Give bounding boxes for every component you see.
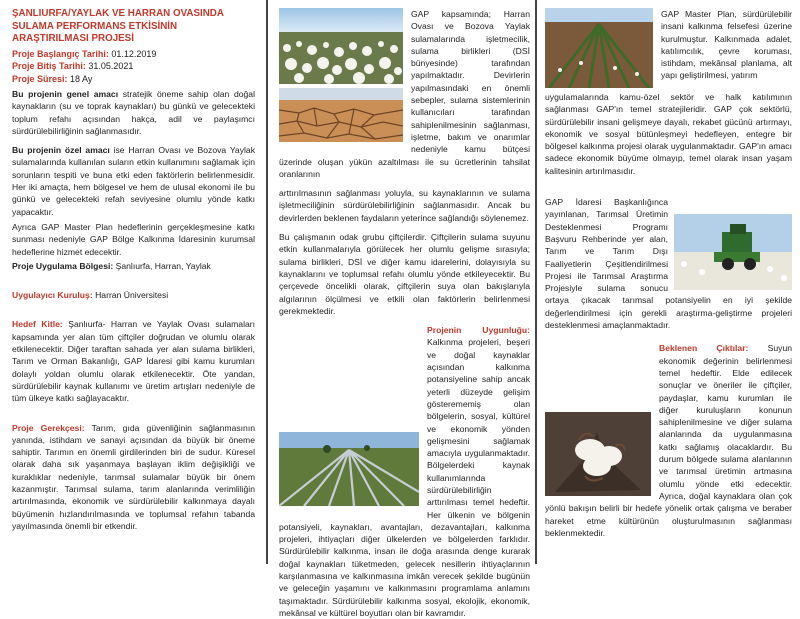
gap-master-plan-intro: GAP Master Plan, sürdürülebilir insani kalkınma felsefesi üzerine kurulmuştur. Kalkınmada adalet, katılımcılık, çevre koruması, istihdam, mekânsal planlama, alt yapı geliştirilmesi, yatırım bbox=[661, 9, 792, 81]
expected-outputs: Beklenen Çıktılar: Suyun ekonomik değerinin belirlenmesi temel hedeftir. Elde edilecek sonuçlar ve öneriler ile çiftçiler, paydaşlar, kamu kurumları ile diğer kuruluşların konunun sahiplenilmesine ve diğer sulama alanlarında da uygulanmasına katkı sağlamış olacaklardır. Bu durum bölgede sulama alanlarının ve tarımsal üretimin artmasına olumlu yönde etki edecektir. Ayrıca, doğal kaynaklara olan çok yönlü bakışın belirli bir hedefe yönelik ortak çalışma ve beraber hareket etme kültürünün oluşturulmasının sağlanması beklenmektedir. bbox=[545, 343, 792, 538]
cotton-rows-photo bbox=[545, 8, 653, 88]
support-program: GAP İdaresi Başkanlığınca yayınlanan, Tarımsal Üretimin Desteklenmesi Programı Başvuru Rehberinde yer alan, Tarım ve Tarım Dışı Faaliyetlerin Çeşitlendirilmesi Projesi ile Tarımsal Araştırma Projesiyle sulama sonucu ortaya çıkacak tarımsal potansiyelin en iyi şekilde değerlendirilmesi için gerekli araştırma-geliştirme projeleri desteklenmesi amaçlanmaktadır. bbox=[545, 197, 792, 331]
drought-soil-photo bbox=[279, 88, 403, 142]
application-region: Proje Uygulama Bölgesi: Şanlıurfa, Harran, Yaylak bbox=[12, 260, 211, 271]
gap-strategies: uygulamalarında kamu-özel sektör ve halk katılımının sağlanması GAP'ın temel stratejileridir. GAP çok sektörlü, sürdürülebilir insani gelişmeye dayalı, rekabet gücünü artırmayı, ekonomik ve sosyal bütünleşmeyi hedefleyen, entegre bir bölgesel kalkınma projesi olarak uygulanmaktadır. GAP'ın amacı sadece ekonomik büyüme olmayıp, temel olarak insan yaşam kalitesinin artırılmasıdır. bbox=[545, 92, 792, 176]
end-date: Proje Bitiş Tarihi: 31.05.2021 bbox=[12, 61, 134, 72]
duration: Proje Süresi: 18 Ay bbox=[12, 73, 93, 84]
column-left bbox=[0, 0, 263, 564]
image-stack bbox=[279, 8, 403, 142]
target-audience: Hedef Kitle: Şanlıurfa- Harran ve Yaylak Ovası sulamaları kapsamında yer alan tüm çiftçiler doğrudan ve olumlu olarak etkilenecektir. Diğer taraftan sahada yer alan sulama birlikleri, Tarım ve Orman Bakanlığı, GAP İdaresi gibi kamu kurumları dolaylı yoldan olumlu olarak etkilenecektir. Öte yandan, sürdürülebilir kaynak kullanımı ve üretim artışları nedeniyle de tüm ülkeye katkı sağlayacaktır. bbox=[12, 319, 256, 404]
project-rationale: Proje Gerekçesi: Tarım, gıda güvenliğinin sağlanmasının yanında, istihdam ve sanayi açısından da büyük bir öneme sahiptir. Tarımın en önemli girdilerinden biri de sudur. Küresel olarak daha sık yaşanmaya başlayan iklim değişikliği ve kuraklıklar nedeniyle, tarımsal sulamalar büyük bir önem kazanmıştır. Tarımsal sulama, tarım alanlarında verimliliğin artırılmasında, ekonomik ve sürdürülebilir kalkınmaya dayalı büyümenin hızlandırılmasında ve toplumsal refahın tabanda yayılmasında önemli bir etkendir. bbox=[12, 422, 256, 531]
column-middle bbox=[269, 0, 536, 618]
start-date: Proje Başlangıç Tarihi: 01.12.2019 bbox=[12, 48, 157, 59]
column-right bbox=[537, 0, 800, 564]
column-divider bbox=[266, 0, 268, 564]
implementing-institution: Uygulayıcı Kuruluş: Harran Üniversitesi bbox=[12, 290, 169, 301]
transfer-benefits: arttırılmasının sağlanması yoluyla, su kaynaklarının ve sulama işletmeciliğinin sürdürülebilirliğinin sağlanmasıdır. Ancak bu devirlerden beklenen faydaların yeterince sağlandığı söylenemez. bbox=[279, 188, 530, 223]
gap-operation-intro: GAP kapsamında; Harran Ovası ve Bozova Yaylak sulamalarında işletmecilik, sulama birlikleri (DSİ bünyesinde) tarafından yapılmaktadır. Devirlerin yapılmasındaki en önemli sebepler, sulama sistemlerinin kullanıcıları tarafından sahiplenilmesinin sağlanması, işletme, bakım ve onarımlar nedeniyle kamu bütçesi üzerinde oluşan yükün azaltılması ile su ücretlerinin tahsilat oranlarının bbox=[279, 9, 530, 179]
cotton-boll-photo bbox=[545, 412, 651, 496]
focus-group: Bu çalışmanın odak grubu çiftçilerdir. Çiftçilerin sulama suyunu etkin kullanmalarıyla görülecek her olumlu gelişme sırasıyla; sulama birlikleri, DSİ ve diğer kamu idarelerini, dolayısıyla su kaynaklarını ve toplumsal refahı olumlu yönde etkileyecektir. Bu çerçevede öncelikli olarak, çiftçilerin suya olan bakışlarıyla algılarının ölçülmesi ve etkili olan faktörlerin belirlenmesi gerekmektedir. bbox=[279, 232, 530, 316]
cotton-field-photo bbox=[279, 8, 403, 84]
specific-aim: Bu projenin özel amacı ise Harran Ovası ve Bozova Yaylak sulamalarında kullanılan suların etkin kullanımını sağlamak için sorunların tespiti ve buna etki eden faktörlerin belirlenmesidir. Her iki amaçta, hem bölgesel ve hem de ulusal ekonomi ile bu günkü ve gelecekteki refah seviyesine olumlu yönde katkı yapacaktır. bbox=[12, 145, 255, 217]
project-title: ŞANLIURFA/YAYLAK VE HARRAN OVASINDA SULAMA PERFORMANS ETKİSİNİN ARAŞTIRILMASI PROJESİ bbox=[12, 8, 224, 45]
general-aim: Bu projenin genel amacı stratejik öneme sahip olan doğal kaynakların (su ve toprak kaynakları) bu günkü ve gelecekteki toplum refahı açısından hakça, adil ve paylaşımcı sürdürülebilirliğinin sağlanmasıdır. bbox=[12, 89, 255, 136]
project-suitability: Projenin Uygunluğu: Kalkınma projeleri, beşeri ve doğal kaynaklar açısından kalkınma potansiyeline sahip ancak yeterli düzeyde gelişim gösterememiş olan bölgelerin, sosyal, kültürel ve ekonomik yönden gelişmesini sağlamak amacıyla uygulanmaktadır. Bölgelerdeki kaynak kullanımlarında sürdürülebilirliğin arttırılması temel hedeftir. Her ülkenin ve bölgenin potansiyeli, kaynakları, avantajları, dezavantajları, kalkınma projeleri, ihtiyaçları diğer ülkelerden ve bölgelerden farklıdır. Sürdürülebilir kalkınma, insan ile doğa arasında denge kurarak doğal kaynakları tüketmeden, gelecek nesillerin ihtiyaçlarının karşılanmasına ve kalkınmasına imkân verecek şekilde bugünün ve geleceğin yaşamını ve kalkınmasını programlama anlamını taşımaktadır. Sürdürülebilir kalkınma sosyal, ekolojik, ekonomik, mekânsal ve kültürel boyutları olan bir kavramdır. bbox=[279, 325, 530, 618]
gap-master-note: Ayrıca GAP Master Plan hedeflerinin gerçekleşmesine katkı sunması nedeniyle GAP Bölge Kalkınma İdaresinin kurumsal hedeflerine hizmet edecektir. bbox=[12, 221, 255, 257]
harvester-photo bbox=[674, 214, 792, 290]
irrigation-furrows-photo bbox=[279, 432, 419, 506]
